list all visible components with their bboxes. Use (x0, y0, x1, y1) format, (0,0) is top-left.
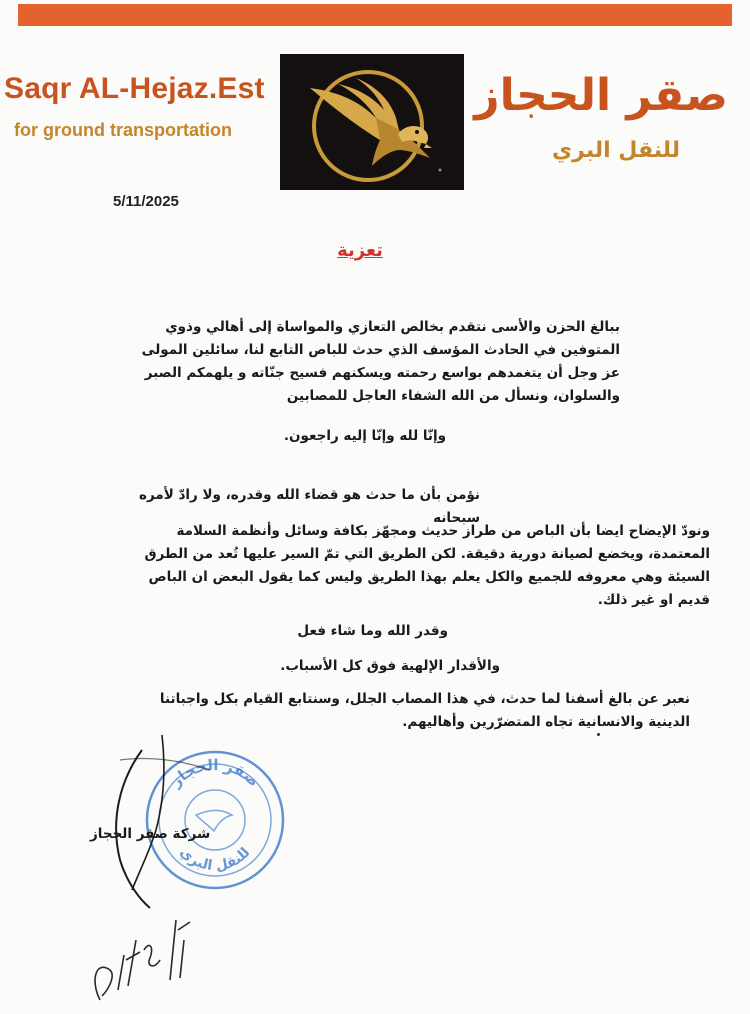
handwritten-date (80, 900, 220, 1010)
letter-title: تعزية (337, 240, 383, 261)
letterhead-top-bar (18, 4, 732, 26)
falcon-icon (280, 54, 464, 190)
falcon-logo (280, 54, 464, 190)
faith-statement: نؤمن بأن ما حدث هو قضاء الله وقدره، ولا رادّ لأمره سبحانه (138, 487, 480, 526)
company-subtitle-english: for ground transportation (14, 120, 232, 140)
ink-dot (597, 733, 600, 736)
clarification-paragraph: ونودّ الإيضاح ايضا بأن الباص من طراز حديث ومجهّز بكافة وسائل وأنظمة السلامة المعتمدة، ويخضع لصيانة دورية دقيقة. لكن الطريق التي تمّ السير عليها تُعد من الطرق السيئة وهي معروفه للجميع والكل يعلم بهذا الطريق وليس كما يقول البعض ان الباص قديم او غير ذلك. (144, 523, 710, 608)
signer-company-name: شركة صقر الحجاز (90, 826, 211, 842)
letter-date: 5/11/2025 (113, 193, 179, 210)
company-name-english: Saqr AL-Hejaz.Est (4, 72, 265, 105)
fate-line: وقدر الله وما شاء فعل (297, 623, 448, 639)
quran-verse-line: وإنّا لله وإنّا إليه راجعون. (283, 428, 446, 444)
condolence-paragraph: ببالغ الحزن والأسى نتقدم بخالص التعازي والمواساة إلى أهالي وذوي المتوفين في الحادث المؤسف الذي حدث للباص التابع لنا، سائلين المولى عز وجل أن يتغمدهم بواسع رحمته ويسكنهم فسيح جنّاته و يلهمكم الصبر والسلوان، ونسأل من الله الشفاء العاجل للمصابين (141, 319, 620, 404)
divine-fate-line: والأقدار الإلهية فوق كل الأسباب. (280, 658, 500, 674)
company-subtitle-arabic: للنقل البري (552, 138, 680, 163)
closing-paragraph: نعبر عن بالغ أسفنا لما حدث، في هذا المصاب الجلل، وسنتابع القيام بكل واجباتنا الدينية والانسانية تجاه المتضرّرين وأهاليهم. (159, 691, 690, 730)
stamp-bottom-text: للنقل البري (176, 844, 254, 875)
company-name-arabic: صقر الحجاز (474, 70, 728, 121)
stamp-top-text: صقر الحجاز (166, 755, 263, 791)
signature (80, 730, 220, 910)
